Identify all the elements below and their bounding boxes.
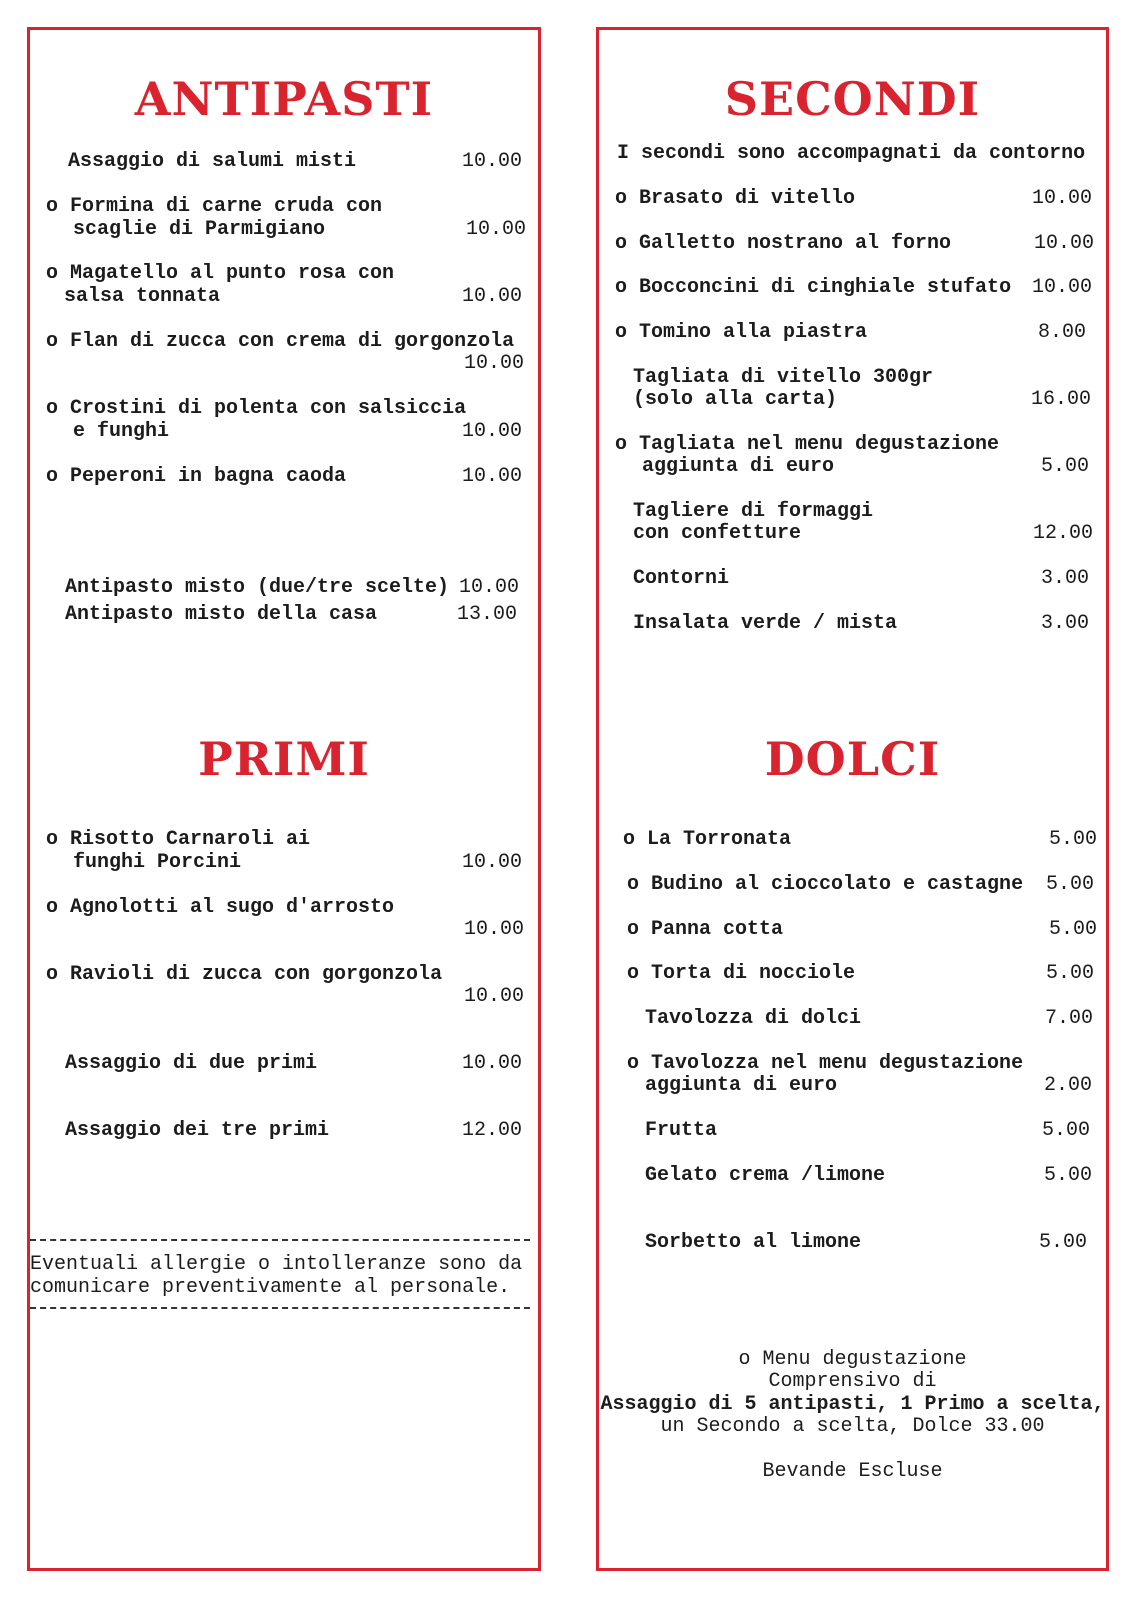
menu-item-name-line2: salsa tonnata (64, 285, 221, 308)
allergy-note: Eventuali allergie o intolleranze sono da (30, 1253, 523, 1276)
menu-item-price: 7.00 (1045, 1007, 1094, 1030)
menu-item-name: Contorni (633, 567, 730, 590)
menu-item-name-line2: (solo alla carta) (633, 388, 838, 411)
menu-item-name-line2: e funghi (73, 420, 170, 443)
menu-item-name: Frutta (645, 1119, 718, 1142)
degustazione-price-line: un Secondo a scelta, Dolce 33.00 (660, 1415, 1045, 1438)
menu-item-price: 16.00 (1031, 388, 1092, 411)
menu-item-name: Tagliata di vitello 300gr (633, 366, 934, 389)
menu-item-price: 5.00 (1044, 1164, 1093, 1187)
menu-item-price: 10.00 (462, 465, 523, 488)
divider (30, 1239, 530, 1241)
menu-item-name: Assaggio di due primi (65, 1052, 318, 1075)
menu-item-name: Assaggio dei tre primi (65, 1119, 330, 1142)
menu-item-price: 3.00 (1041, 567, 1090, 590)
menu-item-name: Antipasto misto della casa (65, 603, 378, 626)
menu-item-name: Gelato crema /limone (645, 1164, 886, 1187)
menu-item-name: o Galletto nostrano al forno (615, 232, 952, 255)
menu-item-name: o Peperoni in bagna caoda (46, 465, 347, 488)
allergy-note: comunicare preventivamente al personale. (30, 1276, 511, 1299)
menu-item-price: 10.00 (462, 851, 523, 874)
menu-item-name: Antipasto misto (due/tre scelte) (65, 576, 450, 599)
menu-item-name-line2: con confetture (633, 522, 802, 545)
menu-item-price: 10.00 (1034, 232, 1095, 255)
antipasti-title: ANTIPASTI (134, 72, 434, 126)
dolci-title: DOLCI (764, 732, 941, 786)
degustazione-note: Bevande Escluse (762, 1460, 943, 1483)
menu-item-price: 10.00 (464, 918, 525, 941)
divider (30, 1307, 530, 1309)
menu-item-name: Tagliere di formaggi (633, 500, 874, 523)
menu-item-name: o Panna cotta (627, 918, 784, 941)
primi-title: PRIMI (198, 732, 370, 786)
menu-item-name: o Brasato di vitello (615, 187, 856, 210)
secondi-title: SECONDI (724, 72, 981, 126)
menu-item-price: 13.00 (457, 603, 518, 626)
menu-item-name-line2: aggiunta di euro (645, 1074, 838, 1097)
menu-item-name: o Torta di nocciole (627, 962, 856, 985)
menu-item-price: 5.00 (1046, 962, 1095, 985)
menu-item-price: 5.00 (1042, 1119, 1091, 1142)
menu-item-name: o Formina di carne cruda con (46, 195, 383, 218)
menu-item-price: 10.00 (462, 150, 523, 173)
menu-item-name: Assaggio di salumi misti (68, 150, 357, 173)
menu-item-name: o Agnolotti al sugo d'arrosto (46, 896, 395, 919)
menu-panel-right (596, 27, 1109, 1571)
menu-item-price: 5.00 (1041, 455, 1090, 478)
menu-item-name-line2: aggiunta di euro (642, 455, 835, 478)
menu-item-price: 2.00 (1044, 1074, 1093, 1097)
menu-item-name-line2: funghi Porcini (73, 851, 242, 874)
degustazione-text: Assaggio di 5 antipasti, 1 Primo a scelta, (600, 1393, 1105, 1416)
menu-item-name: o Tavolozza nel menu degustazione (627, 1052, 1024, 1075)
menu-item-price: 10.00 (462, 1052, 523, 1075)
menu-item-price: 5.00 (1049, 918, 1098, 941)
menu-item-name: o Tagliata nel menu degustazione (615, 433, 1000, 456)
degustazione-heading: o Menu degustazione (738, 1348, 967, 1371)
menu-item-price: 12.00 (462, 1119, 523, 1142)
menu-item-name: o Bocconcini di cinghiale stufato (615, 276, 1012, 299)
menu-item-price: 10.00 (464, 352, 525, 375)
menu-item-price: 10.00 (1032, 187, 1093, 210)
menu-panel-left (27, 27, 541, 1571)
menu-item-name: o Budino al cioccolato e castagne (627, 873, 1024, 896)
menu-item-name: o Ravioli di zucca con gorgonzola (46, 963, 443, 986)
secondi-subtitle: I secondi sono accompagnati da contorno (617, 142, 1086, 165)
menu-item-price: 3.00 (1041, 612, 1090, 635)
menu-item-price: 10.00 (464, 985, 525, 1008)
menu-item-price: 10.00 (462, 420, 523, 443)
menu-item-name: Insalata verde / mista (633, 612, 898, 635)
menu-item-name: o Tomino alla piastra (615, 321, 868, 344)
menu-item-name: o La Torronata (623, 828, 792, 851)
menu-item-name: Sorbetto al limone (645, 1231, 862, 1254)
degustazione-text: Comprensivo di (768, 1370, 937, 1393)
menu-item-name: o Crostini di polenta con salsiccia (46, 397, 467, 420)
menu-item-name: Tavolozza di dolci (645, 1007, 862, 1030)
menu-item-price: 10.00 (1032, 276, 1093, 299)
menu-item-name: o Magatello al punto rosa con (46, 262, 395, 285)
menu-item-price: 8.00 (1038, 321, 1087, 344)
menu-item-price: 10.00 (462, 285, 523, 308)
menu-item-price: 5.00 (1046, 873, 1095, 896)
menu-item-name-line2: scaglie di Parmigiano (73, 218, 326, 241)
menu-item-name: o Flan di zucca con crema di gorgonzola (46, 330, 515, 353)
menu-item-name: o Risotto Carnaroli ai (46, 828, 311, 851)
menu-item-price: 10.00 (459, 576, 520, 599)
menu-item-price: 10.00 (466, 218, 527, 241)
menu-item-price: 5.00 (1049, 828, 1098, 851)
menu-item-price: 12.00 (1033, 522, 1094, 545)
menu-item-price: 5.00 (1039, 1231, 1088, 1254)
